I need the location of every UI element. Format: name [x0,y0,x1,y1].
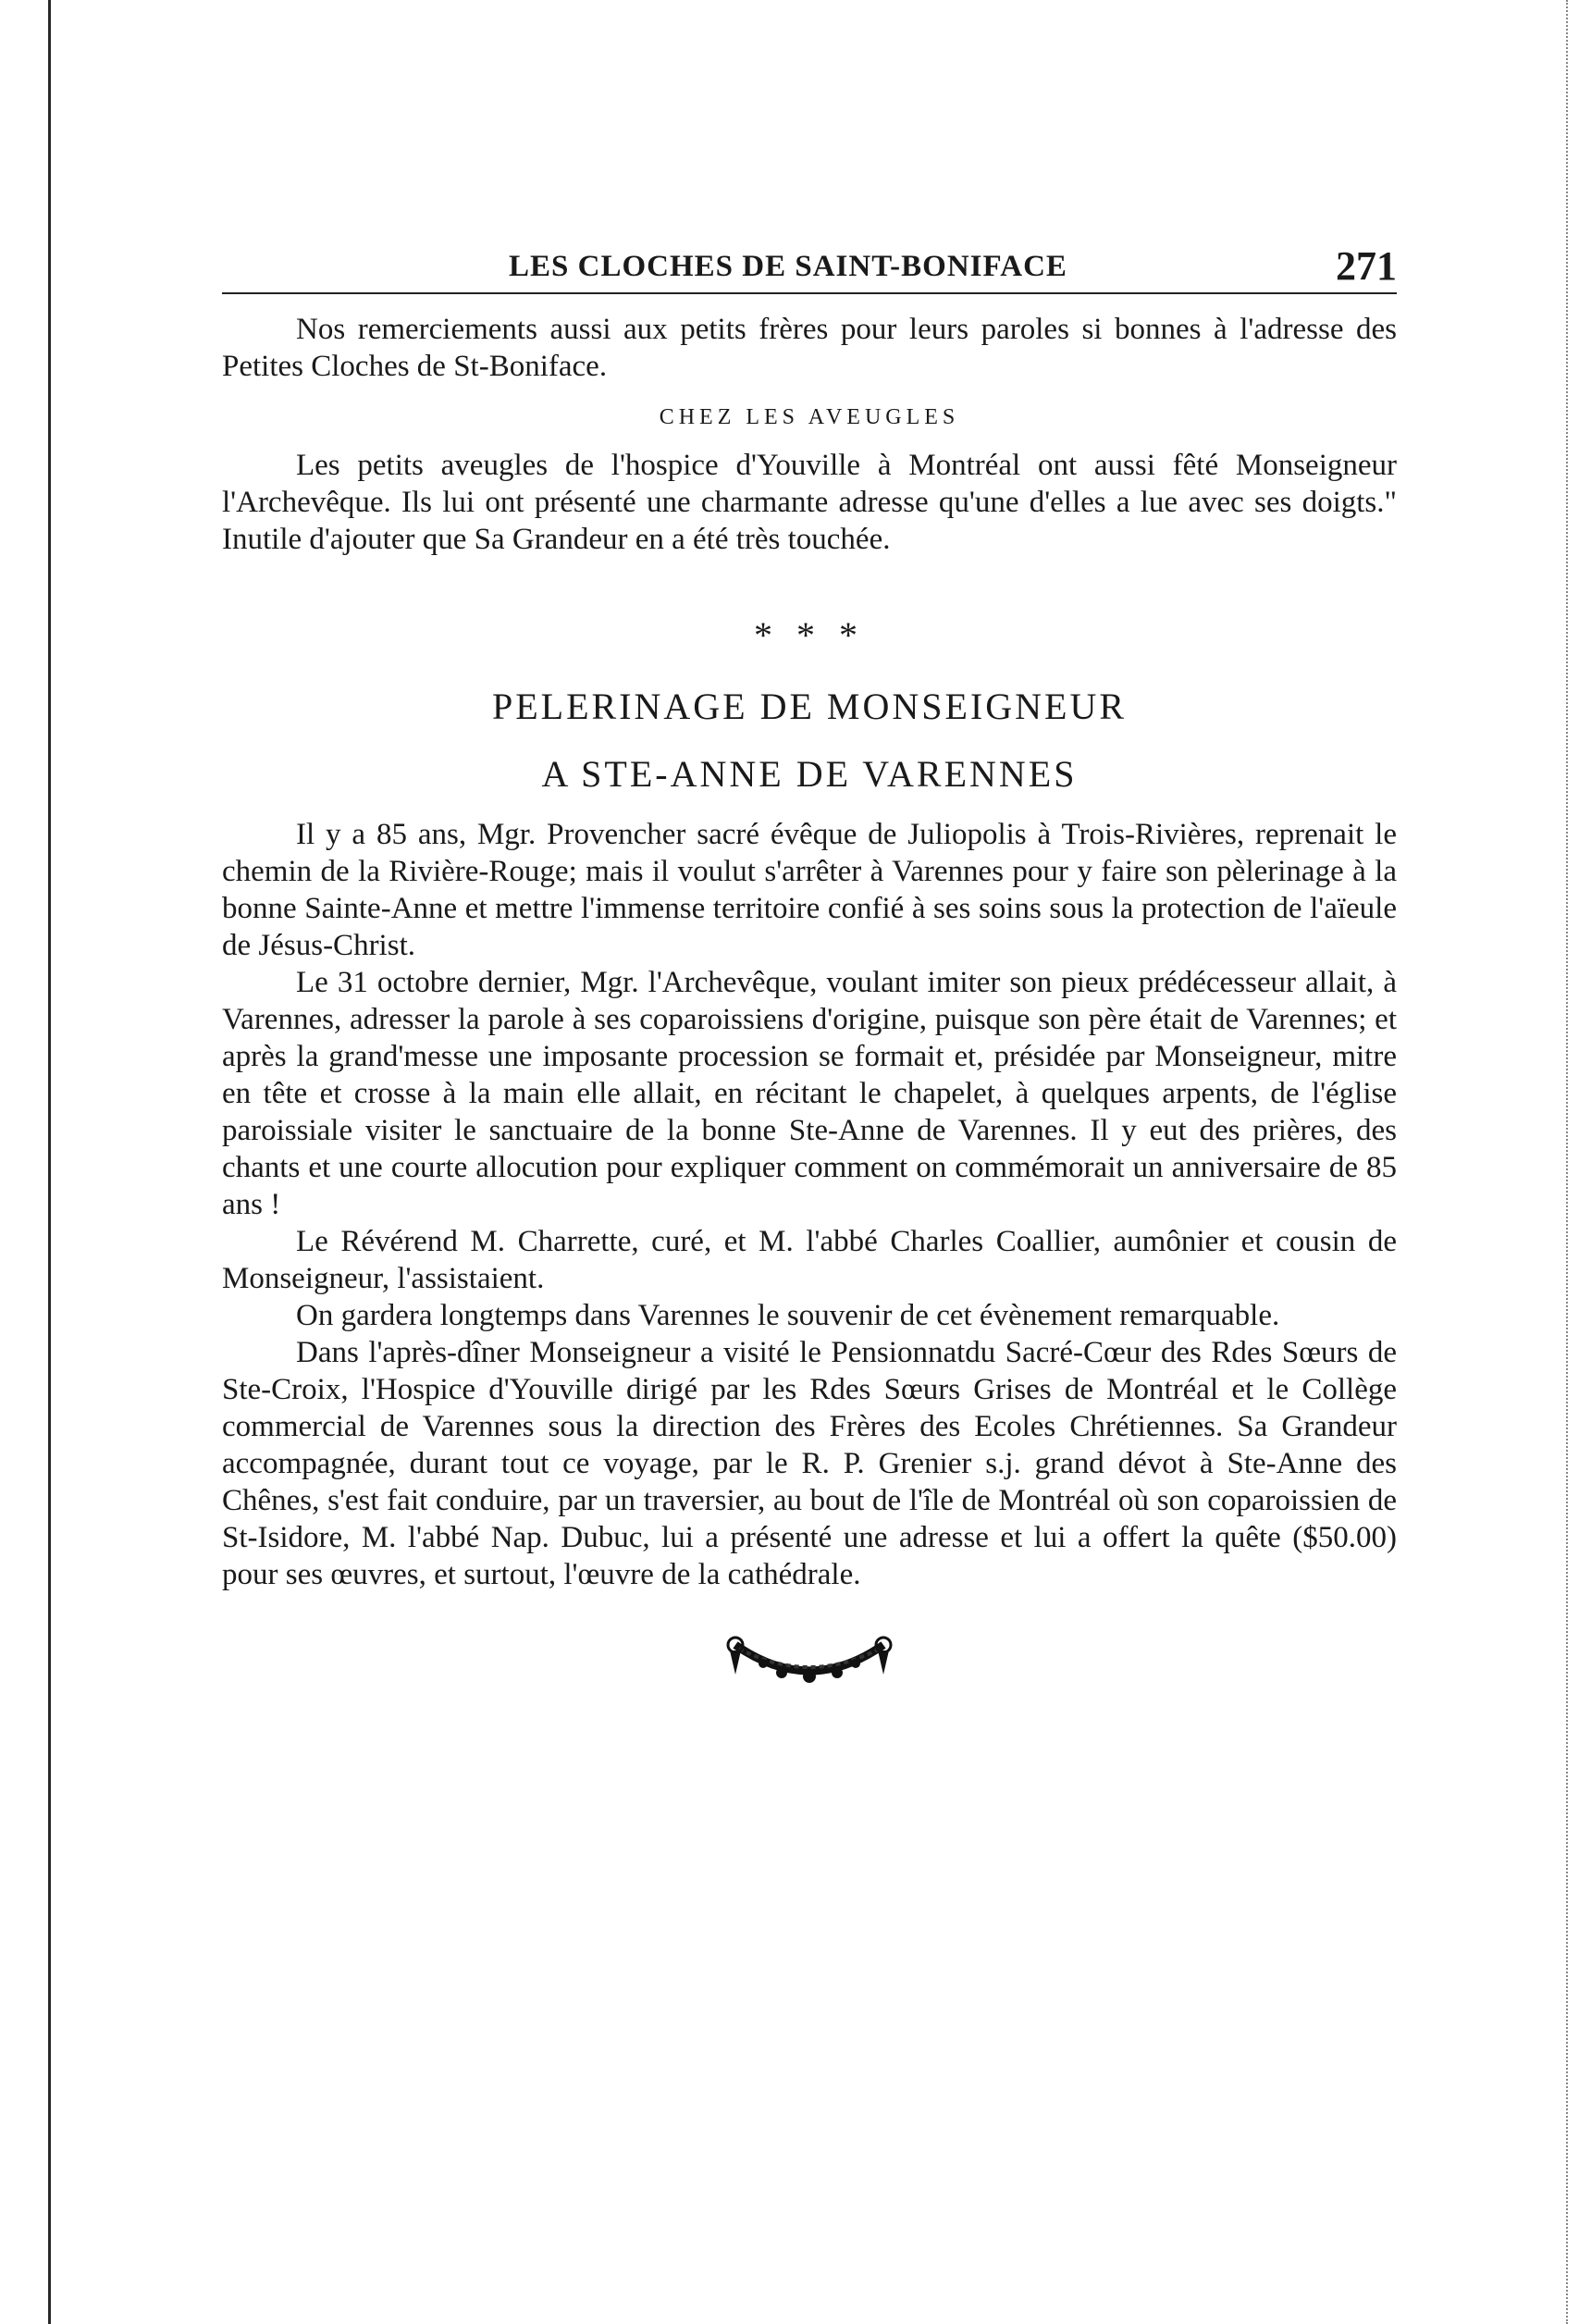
scan-edge [1566,0,1570,2324]
asterism: * * * [754,614,865,656]
article-title-line-1: PELERINAGE DE MONSEIGNEUR [491,686,1128,727]
page-body [222,231,1397,1706]
running-title: LES CLOCHES DE SAINT-BONIFACE [509,250,1067,283]
garland-ornament-icon [726,1632,893,1706]
paragraph-thanks: Nos remerciements aussi aux petits frères pour leurs paroles si bonnes à l'adresse des Petites Cloches de St-Boniface. [222,313,1397,383]
paragraph-aveugles: Les petits aveugles de l'hospice d'Youville à Montréal ont aussi fêté Monseigneur l'Archevêque. Ils lui ont présenté une charmante adresse qu'une d'elles a lue avec ses doigts." Inutile d'ajouter que Sa Grandeur en a été très touchée. [222,449,1397,556]
paragraph-apres-diner: Dans l'après-dîner Monseigneur a visité le Pensionnatdu Sacré-Cœur des Rdes Sœurs de Ste-Croix, l'Hospice d'Youville dirigé par les Rdes Sœurs Grises de Montréal et le Collège commercial de Varennes sous la direction des Frères des Ecoles Chrétiennes. Sa Grandeur accompagnée, durant tout ce voyage, par le R. P. Grenier s.j. grand dévot à Ste-Anne des Chênes, s'est fait conduire, par un traversier, au bout de l'île de Montréal où son coparoissien de St-Isidore, M. l'abbé Nap. Dubuc, lui a présenté une adresse et lui a offert la quête ($50.00) pour ses œuvres, et surtout, l'œuvre de la cathédrale. [222,1336,1397,1591]
article-title-line-2: A STE-ANNE DE VARENNES [541,753,1078,795]
paragraph-provencher: Il y a 85 ans, Mgr. Provencher sacré évêque de Juliopolis à Trois-Rivières, reprenait le chemin de la Rivière-Rouge; mais il voulut s'arrêter à Varennes pour y faire son pèlerinage à la bonne Sainte-Anne et mettre l'immense territoire confié à ses soins sous la protection de l'aïeule de Jésus-Christ. [222,818,1397,962]
paragraph-31-octobre: Le 31 octobre dernier, Mgr. l'Archevêque, voulant imiter son pieux prédécesseur allait, à Varennes, adresser la parole à ses coparoissiens d'origine, puisque son père était de Varennes; et après la grand'messe une imposante procession se formait et, présidée par Monseigneur, mitre en tête et crosse à la main elle allait, en récitant le chapelet, à quelques arpents, de l'église paroissiale visiter le sanctuaire de la bonne Ste-Anne de Varennes. Il y eut des prières, des chants et une courte allocution pour expliquer comment on commémorait un anniversaire de 85 ans ! [222,966,1397,1221]
page-edge-rule [48,0,51,2324]
paragraph-charrette: Le Révérend M. Charrette, curé, et M. l'abbé Charles Coallier, aumônier et cousin de Monseigneur, l'assistaient. [222,1225,1397,1295]
running-head [222,231,1397,296]
section-heading-aveugles: CHEZ LES AVEUGLES [659,405,960,429]
header-rule [222,292,1397,294]
page-number: 271 [1336,243,1397,289]
paragraph-souvenir: On gardera longtemps dans Varennes le souvenir de cet évènement remarquable. [296,1299,1280,1332]
